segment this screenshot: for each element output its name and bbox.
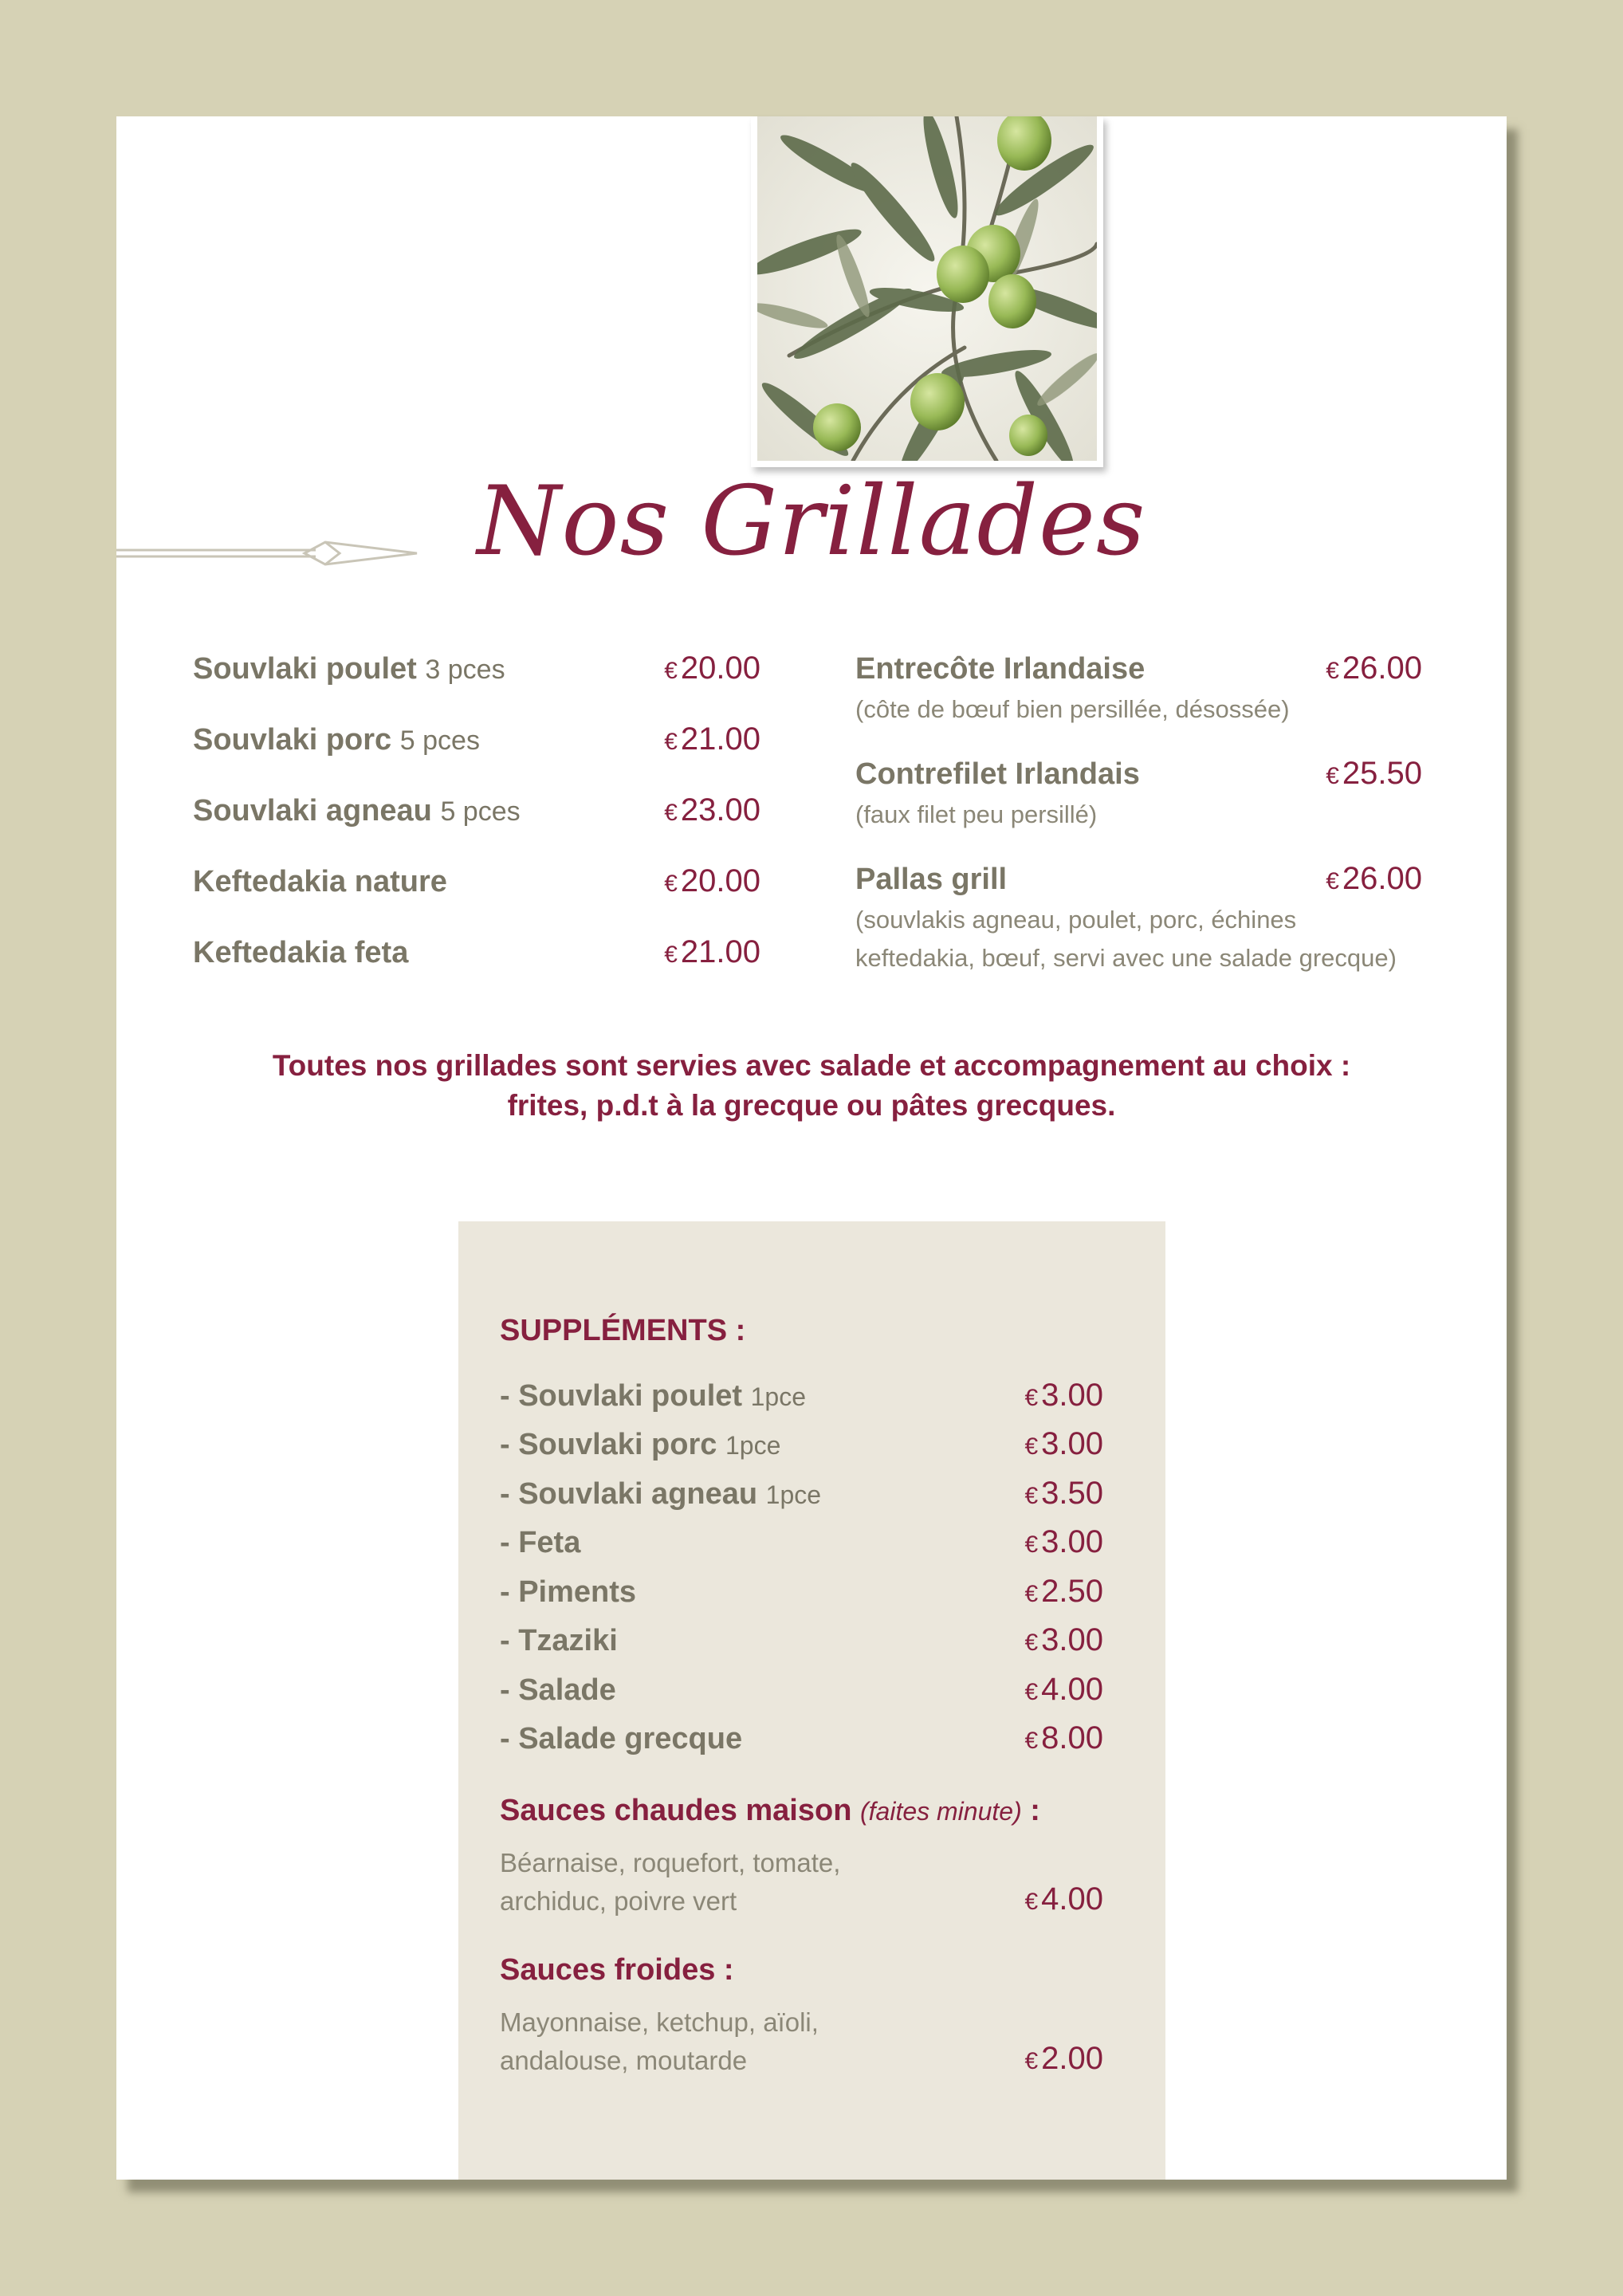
supplement-item: - Souvlaki agneau 1pce — [500, 1477, 822, 1511]
menu-item-description: (côte de bœuf bien persillée, désossée) — [855, 695, 1290, 723]
supplement-price: € 3.50 — [1024, 1476, 1103, 1511]
olive-branch-image — [757, 116, 1097, 461]
supplement-price: € 8.00 — [1024, 1720, 1103, 1755]
menu-item-price: € 25.50 — [1326, 756, 1422, 791]
menu-item-price: € 26.00 — [1326, 651, 1422, 686]
cold-sauces-list: Mayonnaise, ketchup, aïoli, andalouse, moutarde — [500, 2007, 819, 2075]
supplement-item: - Feta — [500, 1526, 581, 1559]
menu-item-name: Souvlaki poulet 3 pces — [193, 652, 505, 686]
menu-item-description: keftedakia, bœuf, servi avec une salade grecque) — [855, 944, 1397, 972]
supplement-price: € 3.00 — [1024, 1524, 1103, 1559]
menu-item-name: Keftedakia nature — [193, 865, 447, 898]
menu-item-price: € 20.00 — [664, 651, 760, 686]
menu-item-name: Souvlaki porc 5 pces — [193, 723, 480, 757]
hot-sauces-price: € 4.00 — [1024, 1881, 1103, 1917]
hot-sauces-heading: Sauces chaudes maison (faites minute) : — [500, 1794, 1040, 1827]
menu-item-description: (souvlakis agneau, poulet, porc, échines — [855, 906, 1297, 934]
info-line: Toutes nos grillades sont servies avec salade et accompagnement au choix : — [272, 1049, 1351, 1082]
hot-sauces-list: Béarnaise, roquefort, tomate, archiduc, poivre vert — [500, 1848, 841, 1916]
info-line: frites, p.d.t à la grecque ou pâtes grecques. — [507, 1089, 1116, 1122]
supplement-price: € 4.00 — [1024, 1672, 1103, 1707]
menu-item-name: Contrefilet Irlandais — [855, 757, 1140, 791]
supplement-item: - Tzaziki — [500, 1624, 618, 1657]
menu-item-price: € 20.00 — [664, 863, 760, 898]
menu-item-price: € 21.00 — [664, 934, 760, 969]
menu-item-name: Souvlaki agneau 5 pces — [193, 794, 521, 828]
supplement-item: - Salade — [500, 1673, 616, 1707]
menu-item-description: (faux filet peu persillé) — [855, 800, 1098, 828]
supplement-price: € 2.50 — [1024, 1574, 1103, 1609]
olive-branch-photo — [751, 116, 1103, 467]
menu-item-name: Entrecôte Irlandaise — [855, 652, 1146, 686]
menu-item-price: € 23.00 — [664, 792, 760, 828]
menu-item-name: Pallas grill — [855, 863, 1008, 896]
supplement-item: - Souvlaki porc 1pce — [500, 1428, 781, 1461]
supplement-price: € 3.00 — [1024, 1426, 1103, 1461]
cold-sauces-price: € 2.00 — [1024, 2041, 1103, 2076]
page-title: Nos Grillades — [477, 466, 1146, 577]
supplements-heading: SUPPLÉMENTS : — [500, 1314, 746, 1347]
supplement-item: - Souvlaki poulet 1pce — [500, 1379, 806, 1413]
supplement-item: - Piments — [500, 1575, 637, 1609]
supplement-item: - Salade grecque — [500, 1722, 743, 1755]
menu-item-price: € 21.00 — [664, 721, 760, 757]
cold-sauces-heading: Sauces froides : — [500, 1953, 734, 1987]
menu-item-name: Keftedakia feta — [193, 936, 409, 969]
menu-item-price: € 26.00 — [1326, 861, 1422, 896]
skewer-icon — [116, 537, 419, 576]
supplement-price: € 3.00 — [1024, 1378, 1103, 1413]
supplement-price: € 3.00 — [1024, 1622, 1103, 1657]
